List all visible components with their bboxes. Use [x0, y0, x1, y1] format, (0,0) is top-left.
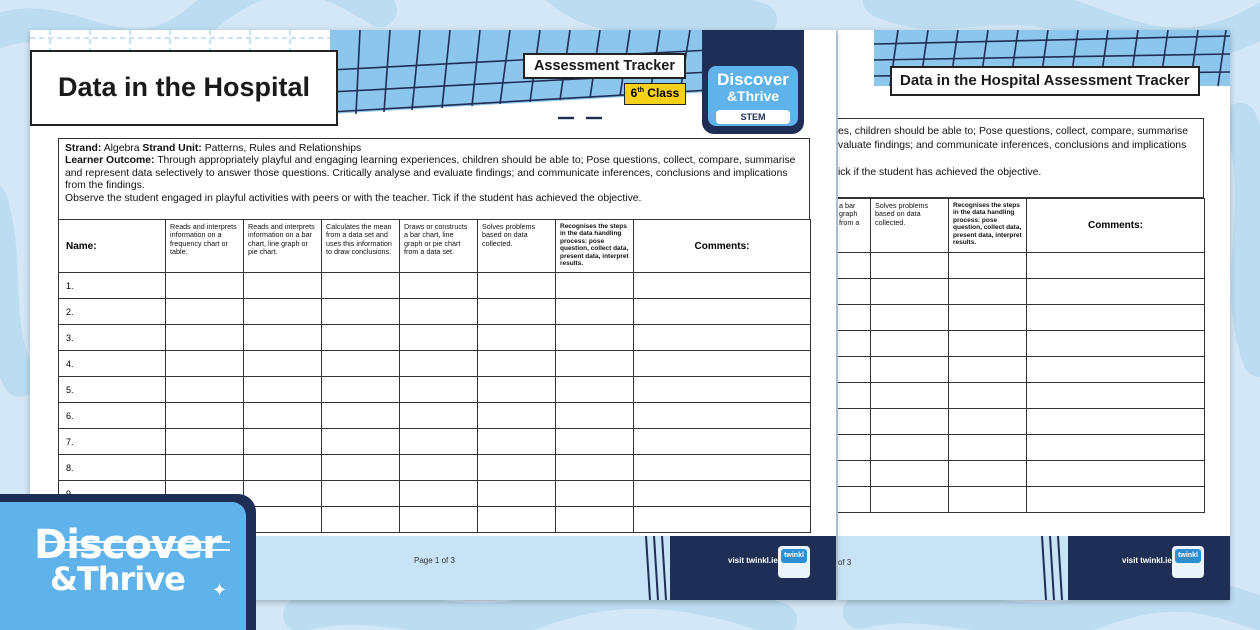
- checkbox-cell[interactable]: [949, 357, 1027, 383]
- checkbox-cell[interactable]: [322, 507, 400, 533]
- checkbox-cell[interactable]: [322, 481, 400, 507]
- table-row: [838, 253, 1205, 279]
- table-row: [838, 487, 1205, 513]
- checkbox-cell[interactable]: [838, 279, 871, 305]
- table-row: [59, 429, 811, 455]
- row-number: 2.: [59, 299, 166, 325]
- checkbox-cell[interactable]: [838, 435, 871, 461]
- discover-thrive-badge: [0, 494, 256, 630]
- checkbox-cell[interactable]: [871, 435, 949, 461]
- checkbox-cell[interactable]: [838, 305, 871, 331]
- checkbox-cell[interactable]: [871, 305, 949, 331]
- checkbox-cell[interactable]: [838, 331, 871, 357]
- checkbox-cell[interactable]: [244, 429, 322, 455]
- observe-instruction: Observe the student engaged in playful activities with peers or with the teacher. Tick if the student has achieved the objective.: [65, 192, 642, 204]
- page2-title-tag: Data in the Hospital Assessment Tracker: [890, 66, 1200, 96]
- checkbox-cell[interactable]: [478, 481, 556, 507]
- strand-unit-value: Patterns, Rules and Relationships: [201, 143, 362, 154]
- visit-link[interactable]: visit twinkl.ie: [1122, 556, 1172, 565]
- badge-line-1: Discover: [34, 522, 221, 568]
- strand-value: Algebra: [101, 143, 143, 154]
- checkbox-cell[interactable]: [949, 487, 1027, 513]
- checkbox-cell[interactable]: [322, 429, 400, 455]
- checkbox-cell[interactable]: [244, 351, 322, 377]
- comment-cell[interactable]: [1027, 331, 1205, 357]
- checkbox-cell[interactable]: [556, 429, 634, 455]
- checkbox-cell[interactable]: [556, 481, 634, 507]
- checkbox-cell[interactable]: [871, 279, 949, 305]
- logo-line-2: &Thrive: [726, 88, 780, 104]
- column-header: Recognises the steps in the data handling process: pose question, collect data, present data, interpret results.: [556, 220, 634, 273]
- page2-info-box: [838, 118, 1204, 198]
- checkbox-cell[interactable]: [400, 325, 478, 351]
- comment-cell[interactable]: [634, 325, 811, 351]
- checkbox-cell[interactable]: [322, 455, 400, 481]
- checkbox-cell[interactable]: [556, 377, 634, 403]
- table-row: [59, 273, 811, 299]
- comment-cell[interactable]: [634, 273, 811, 299]
- checkbox-cell[interactable]: [478, 377, 556, 403]
- table-row: [59, 299, 811, 325]
- page-title-box: [30, 50, 338, 126]
- checkbox-cell[interactable]: [322, 377, 400, 403]
- checkbox-cell[interactable]: [556, 507, 634, 533]
- page2-info-line-3: ick if the student has achieved the objective.: [838, 166, 1042, 178]
- checkbox-cell[interactable]: [478, 403, 556, 429]
- document-page-2: [838, 30, 1230, 600]
- comment-cell[interactable]: [634, 403, 811, 429]
- checkbox-cell[interactable]: [556, 325, 634, 351]
- checkbox-cell[interactable]: [244, 377, 322, 403]
- row-number: 5.: [59, 377, 166, 403]
- checkbox-cell[interactable]: [322, 351, 400, 377]
- checkbox-cell[interactable]: [478, 455, 556, 481]
- checkbox-cell[interactable]: [556, 273, 634, 299]
- comment-cell[interactable]: [634, 507, 811, 533]
- checkbox-cell[interactable]: [871, 409, 949, 435]
- checkbox-cell[interactable]: [838, 461, 871, 487]
- checkbox-cell[interactable]: [838, 383, 871, 409]
- column-header: Draws or constructs a bar chart, line graph or pie chart from a data set.: [400, 220, 478, 273]
- assessment-tracker-tag: Assessment Tracker: [523, 53, 686, 79]
- class-number: 6: [630, 86, 638, 100]
- learner-outcome: [65, 155, 803, 192]
- strand-unit-label: Strand Unit:: [142, 143, 202, 154]
- sparkle-icon: ✦: [212, 580, 228, 600]
- checkbox-cell[interactable]: [166, 299, 244, 325]
- checkbox-cell[interactable]: [244, 403, 322, 429]
- checkbox-cell[interactable]: [244, 273, 322, 299]
- stem-label: STEM: [716, 110, 790, 124]
- checkbox-cell[interactable]: [949, 253, 1027, 279]
- table-row: [838, 461, 1205, 487]
- checkbox-cell[interactable]: [166, 351, 244, 377]
- row-number: 3.: [59, 325, 166, 351]
- checkbox-cell[interactable]: [166, 429, 244, 455]
- page2-column-header: Recognises the steps in the data handling process: pose question, collect data, present data, interpret results.: [949, 199, 1027, 253]
- column-header: Reads and interprets information on a frequency chart or table.: [166, 220, 244, 273]
- discover-thrive-logo: [702, 30, 804, 134]
- comment-cell[interactable]: [1027, 253, 1205, 279]
- column-header: Reads and interprets information on a bar chart, line graph or pie chart.: [244, 220, 322, 273]
- table-row: [838, 357, 1205, 383]
- checkbox-cell[interactable]: [871, 487, 949, 513]
- checkbox-cell[interactable]: [244, 455, 322, 481]
- comment-cell[interactable]: [634, 481, 811, 507]
- page2-comments-header: Comments:: [1027, 199, 1205, 253]
- row-number: 6.: [59, 403, 166, 429]
- checkbox-cell[interactable]: [838, 487, 871, 513]
- checkbox-cell[interactable]: [166, 377, 244, 403]
- checkbox-cell[interactable]: [478, 351, 556, 377]
- comment-cell[interactable]: [634, 429, 811, 455]
- page2-info-line-1: es, children should be able to; Pose questions, collect, compare, summarise: [838, 126, 1188, 137]
- column-header: Calculates the mean from a data set and uses this information to draw conclusions.: [322, 220, 400, 273]
- name-header: Name:: [59, 220, 166, 273]
- assessment-tracker-table: [58, 219, 811, 533]
- checkbox-cell[interactable]: [949, 461, 1027, 487]
- checkbox-cell[interactable]: [871, 383, 949, 409]
- class-suffix: th: [637, 87, 644, 94]
- checkbox-cell[interactable]: [322, 299, 400, 325]
- checkbox-cell[interactable]: [871, 253, 949, 279]
- table-row: [838, 279, 1205, 305]
- checkbox-cell[interactable]: [400, 273, 478, 299]
- comment-cell[interactable]: [1027, 461, 1205, 487]
- comment-cell[interactable]: [1027, 357, 1205, 383]
- checkbox-cell[interactable]: [400, 481, 478, 507]
- checkbox-cell[interactable]: [949, 435, 1027, 461]
- row-number: 1.: [59, 273, 166, 299]
- checkbox-cell[interactable]: [400, 377, 478, 403]
- comment-cell[interactable]: [1027, 383, 1205, 409]
- checkbox-cell[interactable]: [556, 351, 634, 377]
- checkbox-cell[interactable]: [244, 299, 322, 325]
- checkbox-cell[interactable]: [949, 305, 1027, 331]
- checkbox-cell[interactable]: [949, 279, 1027, 305]
- checkbox-cell[interactable]: [838, 409, 871, 435]
- row-number: 7.: [59, 429, 166, 455]
- checkbox-cell[interactable]: [400, 507, 478, 533]
- comment-cell[interactable]: [634, 299, 811, 325]
- checkbox-cell[interactable]: [871, 331, 949, 357]
- checkbox-cell[interactable]: [166, 325, 244, 351]
- badge-line-2: &Thrive: [50, 560, 185, 598]
- outcome-label: Learner Outcome:: [65, 155, 155, 167]
- comment-cell[interactable]: [1027, 487, 1205, 513]
- class-label: Class: [643, 86, 680, 100]
- page2-info-line-2: valuate findings; and communicate inferences, conclusions and implications: [838, 139, 1187, 151]
- comment-cell[interactable]: [634, 351, 811, 377]
- checkbox-cell[interactable]: [322, 273, 400, 299]
- checkbox-cell[interactable]: [166, 403, 244, 429]
- page2-footer: [838, 536, 1230, 600]
- learning-objective-box: [58, 138, 810, 220]
- class-badge: [624, 83, 686, 105]
- twinkl-logo: [1172, 546, 1204, 578]
- checkbox-cell[interactable]: [166, 455, 244, 481]
- page2-column-header: Solves problems based on data collected.: [871, 199, 949, 253]
- checkbox-cell[interactable]: [478, 325, 556, 351]
- checkbox-cell[interactable]: [166, 273, 244, 299]
- page-number: of 3: [838, 558, 852, 567]
- checkbox-cell[interactable]: [949, 383, 1027, 409]
- checkbox-cell[interactable]: [244, 325, 322, 351]
- checkbox-cell[interactable]: [478, 507, 556, 533]
- comments-header: Comments:: [634, 220, 811, 273]
- checkbox-cell[interactable]: [556, 455, 634, 481]
- checkbox-cell[interactable]: [871, 461, 949, 487]
- row-number: 8.: [59, 455, 166, 481]
- checkbox-cell[interactable]: [838, 357, 871, 383]
- table-row: [838, 331, 1205, 357]
- page-title: Data in the Hospital: [58, 72, 311, 102]
- checkbox-cell[interactable]: [478, 273, 556, 299]
- checkbox-cell[interactable]: [838, 253, 871, 279]
- checkbox-cell[interactable]: [400, 351, 478, 377]
- table-row: [838, 435, 1205, 461]
- table-row: [59, 403, 811, 429]
- checkbox-cell[interactable]: [400, 429, 478, 455]
- table-row: [59, 351, 811, 377]
- checkbox-cell[interactable]: [400, 299, 478, 325]
- comment-cell[interactable]: [634, 377, 811, 403]
- table-row: [59, 325, 811, 351]
- row-number: 4.: [59, 351, 166, 377]
- checkbox-cell[interactable]: [322, 403, 400, 429]
- page2-tracker-table: [838, 198, 1205, 513]
- comment-cell[interactable]: [1027, 435, 1205, 461]
- strand-label: Strand:: [65, 143, 102, 154]
- comment-cell[interactable]: [1027, 279, 1205, 305]
- table-row: [838, 305, 1205, 331]
- checkbox-cell[interactable]: [478, 429, 556, 455]
- twinkl-logo-text: twinkl: [781, 549, 807, 563]
- comment-cell[interactable]: [1027, 409, 1205, 435]
- checkbox-cell[interactable]: [556, 299, 634, 325]
- page2-column-header: a bar graph from a: [838, 199, 871, 253]
- strand-line: [65, 143, 803, 155]
- column-header: Solves problems based on data collected.: [478, 220, 556, 273]
- comment-cell[interactable]: [1027, 305, 1205, 331]
- checkbox-cell[interactable]: [949, 331, 1027, 357]
- twinkl-logo: [778, 546, 810, 578]
- page-number: Page 1 of 3: [414, 556, 455, 565]
- outcome-text: Through appropriately playful and engaging learning experiences, children should be able to; Pose questions, collect, compare, summarise and represent data selectively to answer those questions. Critically analyse and evaluate findings; and communicate inferences, conclusions and implications from the findings.: [65, 155, 796, 192]
- checkbox-cell[interactable]: [400, 455, 478, 481]
- table-row: [59, 377, 811, 403]
- checkbox-cell[interactable]: [400, 403, 478, 429]
- logo-line-1: Discover: [717, 70, 789, 89]
- table-row: [838, 383, 1205, 409]
- comment-cell[interactable]: [634, 455, 811, 481]
- checkbox-cell[interactable]: [949, 409, 1027, 435]
- table-row: [59, 455, 811, 481]
- twinkl-logo-text: twinkl: [1175, 549, 1201, 563]
- checkbox-cell[interactable]: [478, 299, 556, 325]
- checkbox-cell[interactable]: [871, 357, 949, 383]
- checkbox-cell[interactable]: [244, 481, 322, 507]
- checkbox-cell[interactable]: [556, 403, 634, 429]
- table-row: [838, 409, 1205, 435]
- checkbox-cell[interactable]: [322, 325, 400, 351]
- visit-link[interactable]: visit twinkl.ie: [728, 556, 778, 565]
